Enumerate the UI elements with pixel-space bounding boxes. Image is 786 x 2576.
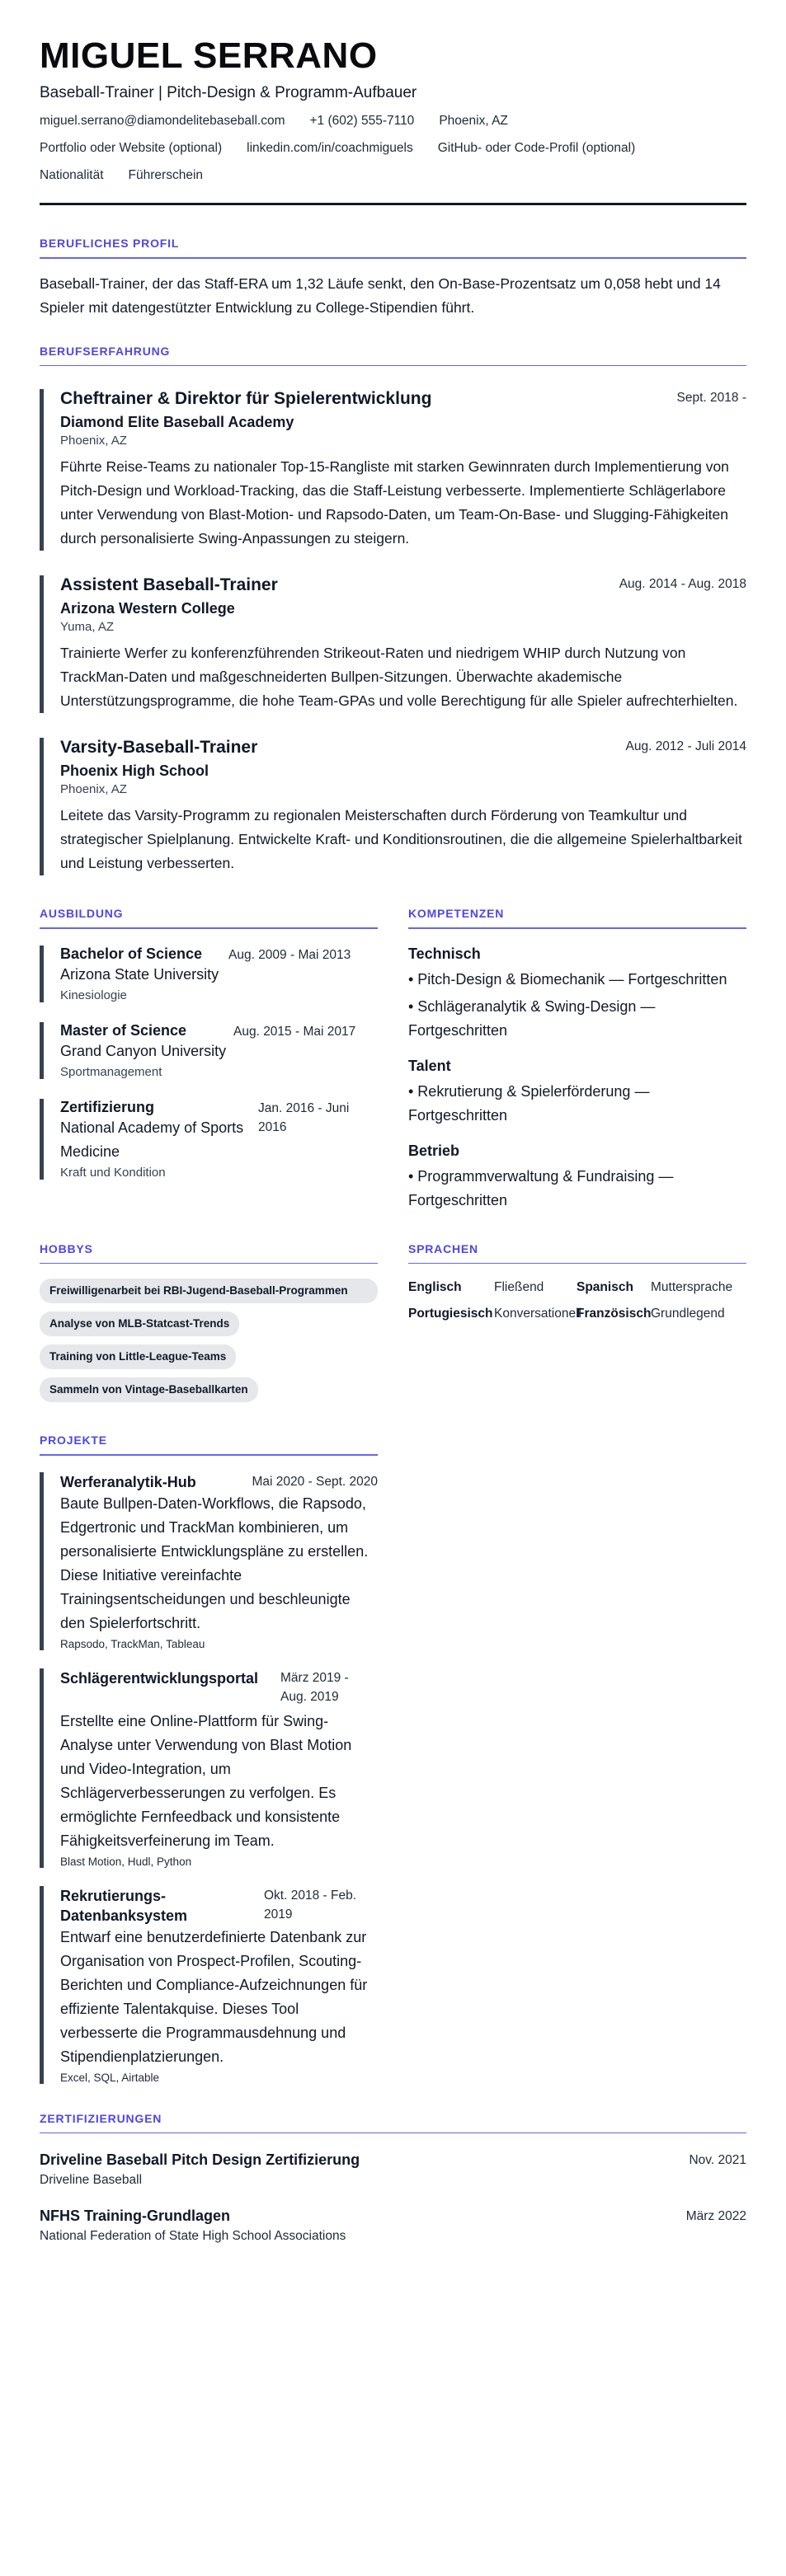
certification-issuer: Driveline Baseball (40, 2173, 143, 2188)
experience-item (40, 738, 746, 875)
personal-row (40, 168, 746, 183)
education-item (40, 1022, 378, 1079)
certification-name: NFHS Training-Grundlagen (40, 2208, 231, 2225)
certification-date: März 2022 (685, 2209, 746, 2224)
location-text: Phoenix, AZ (439, 114, 508, 129)
job-date: Aug. 2014 - Aug. 2018 (619, 577, 746, 592)
skill-group (408, 945, 746, 1043)
section-divider (40, 1263, 378, 1265)
education-item (40, 1099, 378, 1180)
language-name: Französisch (577, 1307, 652, 1321)
phone-number[interactable]: +1 (602) 555-7110 (309, 114, 415, 129)
language-name: Englisch (408, 1280, 462, 1295)
job-title: Assistent Baseball-Trainer (60, 575, 278, 595)
section-divider (408, 1263, 746, 1265)
project-description: Erstellte eine Online-Plattform für Swing-Analyse unter Verwendung von Blast Motion und Video-Integration, um Schlägerverbesserungen zu verfolgen. Es ermöglichte Fernfeedback und konsistente Fähigkeitsverfeinerung im Team. (60, 1712, 352, 1849)
hobbies-section (40, 1242, 378, 1403)
skill-group (408, 1143, 746, 1213)
job-location: Phoenix, AZ (60, 782, 127, 797)
experience-item (40, 575, 746, 713)
project-description: Entwarf eine benutzerdefinierte Datenbank zur Organisation von Prospect-Profilen, Scouting-Berichten und Compliance-Aufzeichnungen für effiziente Talentakquise. Dieses Tool verbesserte die Programmausdehnung und Stipendienplatzierungen. (60, 1928, 368, 2065)
employer-name: Phoenix High School (60, 762, 209, 780)
portfolio-link[interactable]: Portfolio oder Website (optional) (40, 141, 223, 156)
project-tech: Rapsodo, TrackMan, Tableau (60, 1637, 205, 1650)
skill-category: Betrieb (408, 1142, 460, 1159)
section-title: ZERTIFIZIERUNGEN (40, 2111, 162, 2125)
links-row (40, 141, 746, 156)
project-date: Mai 2020 - Sept. 2020 (252, 1474, 378, 1489)
skill-item: • Schlägeranalytik & Swing-Design — Fortgeschritten (408, 997, 656, 1039)
project-item (40, 1472, 378, 1650)
hobby-chip: Freiwilligenarbeit bei RBI-Jugend-Baseball-Programmen (40, 1279, 378, 1303)
hobby-chip: Sammeln von Vintage-Baseballkarten (40, 1377, 258, 1402)
profile-section (40, 237, 746, 320)
language-level: Muttersprache (651, 1280, 733, 1295)
section-title: BERUFLICHES PROFIL (40, 237, 180, 251)
field-of-study: Kinesiologie (60, 988, 127, 1002)
section-title: HOBBYS (40, 1241, 93, 1255)
project-name: Rekrutierungs-Datenbanksystem (60, 1887, 188, 1924)
contact-row (40, 114, 746, 129)
language-name: Spanisch (577, 1280, 633, 1295)
skill-category: Technisch (408, 945, 481, 962)
linkedin-link[interactable]: linkedin.com/in/coachmiguels (247, 141, 413, 156)
github-link[interactable]: GitHub- oder Code-Profil (optional) (437, 141, 636, 156)
education-date: Aug. 2015 - Mai 2017 (233, 1024, 356, 1039)
certification-item (40, 2151, 746, 2188)
project-name: Werferanalytik-Hub (60, 1473, 196, 1490)
hobby-list (40, 1279, 378, 1402)
section-divider (40, 1454, 378, 1456)
section-divider (408, 927, 746, 929)
candidate-headline: Baseball-Trainer | Pitch-Design & Programm-Aufbauer (40, 84, 417, 102)
projects-section (40, 1433, 378, 2084)
section-divider (40, 927, 378, 929)
license-text: Führerschein (128, 168, 204, 183)
degree-name: Zertifizierung (60, 1098, 155, 1115)
languages-section (408, 1242, 746, 1403)
certification-issuer: National Federation of State High School Associations (40, 2229, 346, 2244)
language-level: Fließend (494, 1280, 544, 1295)
section-title: AUSBILDUNG (40, 907, 124, 921)
skill-item: • Programmverwaltung & Fundraising — Fortgeschritten (408, 1167, 674, 1208)
job-location: Phoenix, AZ (60, 434, 127, 448)
language-level: Konversationell (494, 1307, 581, 1321)
skills-section (408, 907, 746, 1213)
project-item (40, 1886, 378, 2084)
degree-name: Master of Science (60, 1021, 187, 1039)
hobbies-languages-row (40, 1242, 746, 1403)
education-date: Aug. 2009 - Mai 2013 (228, 947, 351, 962)
section-divider (40, 2133, 746, 2134)
certification-date: Nov. 2021 (689, 2153, 746, 2168)
hobby-chip: Analyse von MLB-Statcast-Trends (40, 1311, 239, 1336)
certification-item (40, 2208, 746, 2244)
field-of-study: Sportmanagement (60, 1064, 162, 1079)
header-divider (40, 203, 746, 205)
job-description: Führte Reise-Teams zu nationaler Top-15-Rangliste mit starken Gewinnraten durch Implementierung von Pitch-Design und Workload-Tracking, das die Staff-Leistung verbesserte. Implementierte Schlägerlabore unter Verwendung von Blast-Motion- und Rapsodo-Daten, um Team-On-Base- und Slugging-Fähigkeiten durch personalisierte Swing-Anpassungen zu steigern. (60, 458, 729, 547)
project-date: März 2019 - Aug. 2019 (280, 1670, 349, 1704)
language-level: Grundlegend (651, 1307, 725, 1321)
job-description: Leitete das Varsity-Programm zu regionalen Meisterschaften durch Förderung von Teamkultur und strategischer Spielplanung. Entwickelte Kraft- und Konditionsroutinen, die die allgemeine Spielerhaltbarkeit und Leistung verbesserten. (60, 807, 742, 872)
school-name: National Academy of Sports Medicine (60, 1119, 244, 1160)
skill-category: Talent (408, 1057, 451, 1074)
job-description: Trainierte Werfer zu konferenzführenden Strikeout-Raten und niedrigem WHIP durch Nutzung von TrackMan-Daten und maßgeschneiderten Bullpen-Sitzungen. Überwachte akademische Unterstützungsprogramme, die hohe Team-GPAs und volle Berechtigung für alle Spieler aufrechterhielten. (60, 645, 738, 710)
section-divider (40, 365, 746, 367)
job-date: Sept. 2018 - (676, 391, 746, 406)
project-tech: Blast Motion, Hudl, Python (60, 1855, 192, 1868)
experience-item (40, 389, 746, 551)
project-item (40, 1668, 378, 1868)
language-grid (408, 1280, 746, 1321)
project-description: Baute Bullpen-Daten-Workflows, die Rapsodo, Edgertronic und TrackMan kombinieren, um personalisierte Entwicklungspläne zu erstellen. Diese Initiative vereinfachte Trainingsentscheidungen und beschleunigte den Spielerfortschritt. (60, 1494, 369, 1631)
section-divider (40, 257, 746, 259)
job-title: Cheftrainer & Direktor für Spielerentwicklung (60, 389, 432, 409)
section-title: PROJEKTE (40, 1433, 107, 1448)
project-name: Schlägerentwicklungsportal (60, 1669, 259, 1687)
job-date: Aug. 2012 - Juli 2014 (625, 739, 746, 754)
nationality-text: Nationalität (40, 168, 104, 183)
field-of-study: Kraft und Kondition (60, 1165, 166, 1180)
degree-name: Bachelor of Science (60, 945, 203, 962)
education-date: Jan. 2016 - Juni 2016 (258, 1100, 350, 1134)
certifications-section (40, 2112, 746, 2245)
school-name: Arizona State University (60, 965, 219, 983)
project-tech: Excel, SQL, Airtable (60, 2071, 160, 2084)
skill-item: • Rekrutierung & Spielerförderung — Fortgeschritten (408, 1082, 650, 1124)
experience-section (40, 345, 746, 876)
resume-header (40, 36, 746, 205)
school-name: Grand Canyon University (60, 1042, 227, 1059)
profile-summary: Baseball-Trainer, der das Staff-ERA um 1,32 Läufe senkt, den On-Base-Prozentsatz um 0,058 hebt und 14 Spieler mit datengestützter Entwicklung zu College-Stipendien führt. (40, 274, 721, 316)
employer-name: Arizona Western College (60, 600, 235, 617)
certification-name: Driveline Baseball Pitch Design Zertifizierung (40, 2151, 360, 2169)
education-section (40, 907, 378, 1213)
job-location: Yuma, AZ (60, 620, 115, 635)
section-title: KOMPETENZEN (408, 907, 505, 921)
section-title: SPRACHEN (408, 1241, 478, 1255)
job-title: Varsity-Baseball-Trainer (60, 738, 258, 758)
hobby-chip: Training von Little-League-Teams (40, 1344, 236, 1369)
email-link[interactable]: miguel.serrano@diamondelitebaseball.com (40, 114, 285, 129)
language-name: Portugiesisch (408, 1307, 493, 1321)
candidate-name: MIGUEL SERRANO (40, 35, 378, 76)
education-skills-row (40, 907, 746, 1213)
skill-group (408, 1058, 746, 1128)
skill-item: • Pitch-Design & Biomechanik — Fortgeschritten (408, 970, 727, 988)
education-item (40, 945, 378, 1002)
section-title: BERUFSERFAHRUNG (40, 344, 171, 358)
employer-name: Diamond Elite Baseball Academy (60, 414, 294, 431)
project-date: Okt. 2018 - Feb. 2019 (264, 1888, 356, 1921)
